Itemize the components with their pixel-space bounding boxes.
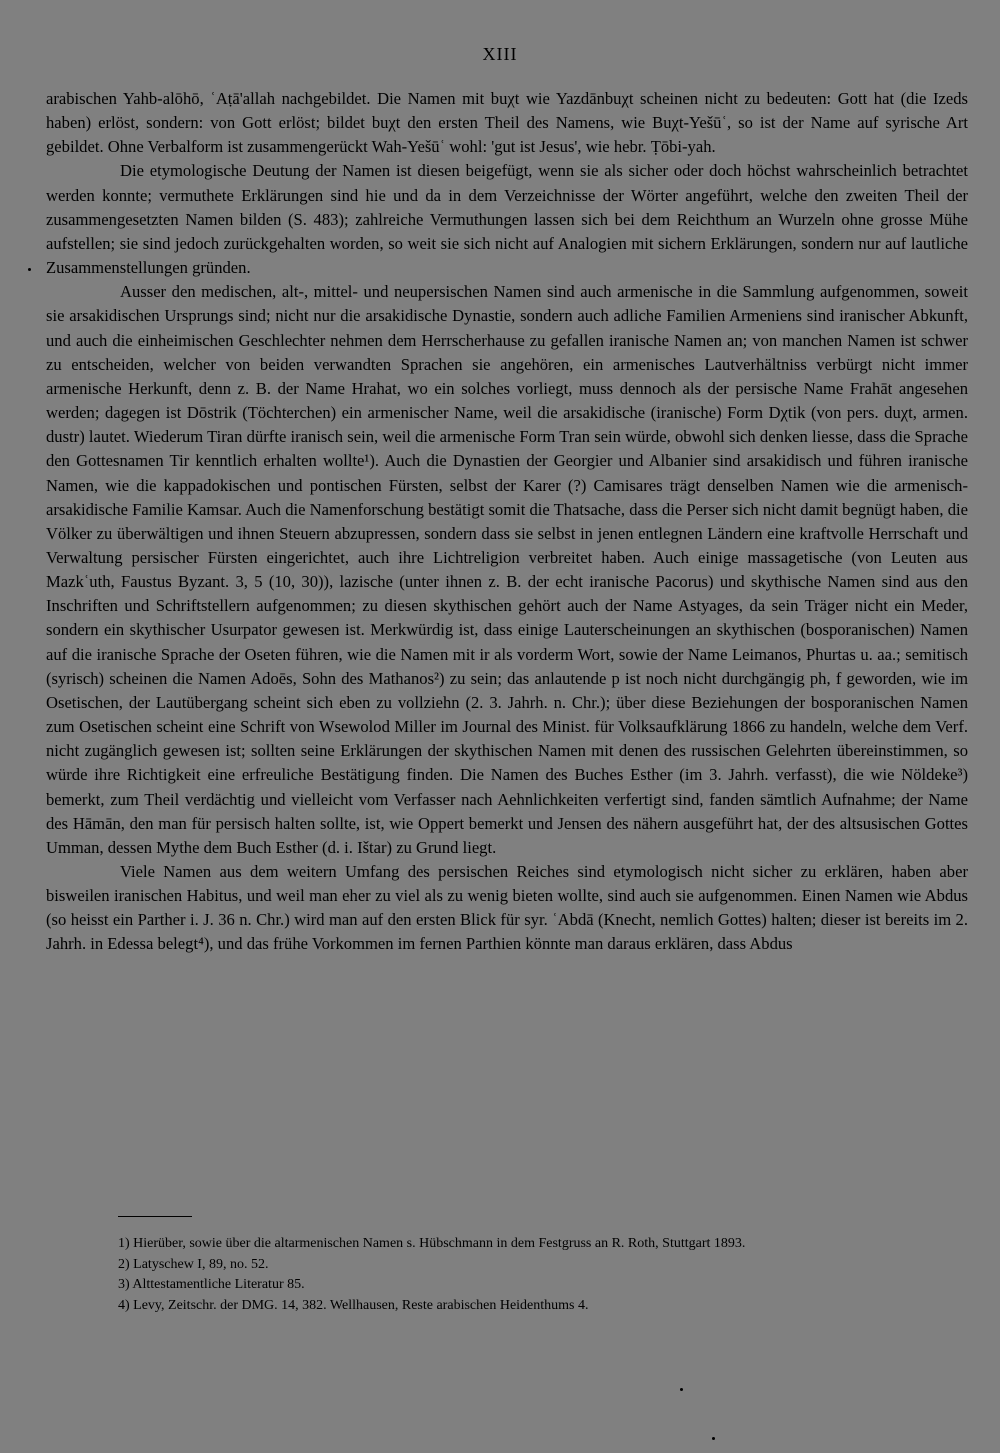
footnote: 1) Hierüber, sowie über die altarmenischen Namen s. Hübschmann in dem Festgruss an R. Roth, Stuttgart 1893. (118, 1236, 746, 1251)
body-text (46, 87, 968, 957)
footnote: 3) Alttestamentliche Literatur 85. (118, 1277, 305, 1293)
scan-speck (680, 1388, 683, 1391)
footnote-divider (118, 1216, 192, 1217)
footnotes (118, 1234, 978, 1316)
page-number: XIII (482, 44, 518, 64)
scan-speck (712, 1437, 715, 1440)
footnote: 2) Latyschew I, 89, no. 52. (118, 1256, 269, 1272)
footnote: 4) Levy, Zeitschr. der DMG. 14, 382. Wellhausen, Reste arabischen Heidenthums 4. (118, 1297, 589, 1313)
paragraph: arabischen Yahb-alōhō, ʿAṭā'allah nachgebildet. Die Namen mit buχt wie Yazdānbuχt scheinen nicht zu bedeuten: Gott hat (die Izeds haben) erlöst, sondern: von Gott erlöst; bildet buχt den ersten Theil des Namens, wie Buχt-Yešūʿ, so ist der Name auf syrische Art gebildet. Ohne Verbalform ist zusammengerückt Wah-Yešūʿ wohl: 'gut ist Jesus', wie hebr. Ṭōbi-yah. (46, 89, 968, 157)
paragraph: Die etymologische Deutung der Namen ist diesen beigefügt, wenn sie als sicher oder doch höchst wahrscheinlich betrachtet werden konnte; vermuthete Erklärungen sind hie und da in dem Verzeichnisse der Wörter angeführt, welche den zweiten Theil der zusammengesetzten Namen bilden (S. 483); zahlreiche Vermuthungen lassen sich bei dem Reichthum an Wurzeln ohne grosse Mühe aufstellen; sie sind jedoch zurückgehalten worden, so weit sie sich nicht auf Analogien mit sichern Erklärungen, sondern nur auf lautliche Zusammenstellungen gründen. (46, 161, 968, 278)
paragraph: Ausser den medischen, alt-, mittel- und neupersischen Namen sind auch armenische in die Sammlung aufgenommen, soweit sie arsakidischen Ursprungs sind; nicht nur die arsakidische Dynastie, sondern auch adliche Familien Armeniens sind iranischer Abkunft, und auch die einheimischen Geschlechter nehmen dem Herrscherhause zu gefallen iranische Namen an; von manchen Namen ist schwer zu entscheiden, welcher von beiden verwandten Sprachen sie angehören, ein armenisches Lautverhältniss verbürgt nicht immer armenische Herkunft, denn z. B. der Name Hrahat, wo ein solches vorliegt, muss dennoch als der persische Name Frahāt angesehen werden; dagegen ist Dōstrik (Töchterchen) ein armenischer Name, weil die arsakidische (iranische) Form Dχtik (von pers. duχt, armen. dustr) lautet. Wiederum Tiran dürfte iranisch sein, weil die armenische Form Tran sein würde, obwohl sich denken liesse, dass die Sprache den Gottesnamen Tir kenntlich erhalten wollte¹). Auch die Dynastien der Georgier und Albanier sind arsakidisch und führen iranische Namen, wie die kappadokischen und pontischen Fürsten, selbst der Karer (?) Camisares trägt denselben Namen wie die armenisch-arsakidische Familie Kamsar. Auch die Namenforschung bestätigt somit die Thatsache, dass die Perser sich nicht damit begnügt haben, die Völker zu überwältigen und ihnen Steuern abzupressen, sondern dass sie selbst in jenen entlegnen Ländern eine kraftvolle Herrschaft und Verwaltung persischer Fürsten eingerichtet, auch ihre Lichtreligion verbreitet haben. Auch einige massagetische (von Leuten aus Mazkʿuth, Faustus Byzant. 3, 5 (10, 30)), lazische (unter ihnen z. B. der echt iranische Pacorus) und skythische Namen sind aus den Inschriften und Schriftstellern aufgenommen; zu diesen skythischen gehört auch der Name Astyages, da sein Träger nicht ein Meder, sondern ein skythischer Usurpator gewesen ist. Merkwürdig ist, dass einige Lauterscheinungen an skythischen (bosporanischen) Namen auf die iranische Sprache der Oseten führen, wie die Namen mit ir als vorderm Wort, sowie der Name Leimanos, Phurtas u. aa.; semitisch (syrisch) scheinen die Namen Adoēs, Sohn des Mathanos²) zu sein; das anlautende p ist noch nicht durchgängig ph, f geworden, wie im Osetischen, der Lautübergang scheint sich eben zu vollziehn (2. 3. Jahrh. n. Chr.); über diese Beziehungen der bosporanischen Namen zum Osetischen scheint eine Schrift von Wsewolod Miller im Journal des Minist. für Volksaufklärung 1866 zu handeln, welche dem Verf. nicht zugänglich gewesen ist; sollten seine Erklärungen der skythischen Namen mit denen des russischen Gelehrten übereinstimmen, so würde ihre Richtigkeit eine erfreuliche Bestätigung finden. Die Namen des Buches Esther (im 3. Jahrh. verfasst), die wie Nöldeke³) bemerkt, zum Theil verdächtig und vielleicht vom Verfasser nach Aehnlichkeiten verfertigt sind, fanden sämtlich Aufnahme; der Name des Hāmān, den man für persisch halten sollte, ist, wie Oppert bemerkt und Jensen des nähern ausgeführt hat, der des altsusischen Gottes Umman, dessen Mythe dem Buch Esther (d. i. Ištar) zu Grund liegt. (46, 282, 968, 857)
scan-speck (28, 268, 31, 271)
paragraph: Viele Namen aus dem weitern Umfang des persischen Reiches sind etymologisch nicht sicher zu erklären, haben aber bisweilen iranischen Habitus, und weil man eher zu viel als zu wenig bieten wollte, sind auch sie aufgenommen. Einen Namen wie Abdus (so heisst ein Parther i. J. 36 n. Chr.) wird man auf den ersten Blick für syr. ʿAbdā (Knecht, nemlich Gottes) halten; dieser ist bereits im 2. Jahrh. in Edessa belegt⁴), und das frühe Vorkommen im fernen Parthien könnte man daraus erklären, dass Abdus (46, 862, 968, 954)
